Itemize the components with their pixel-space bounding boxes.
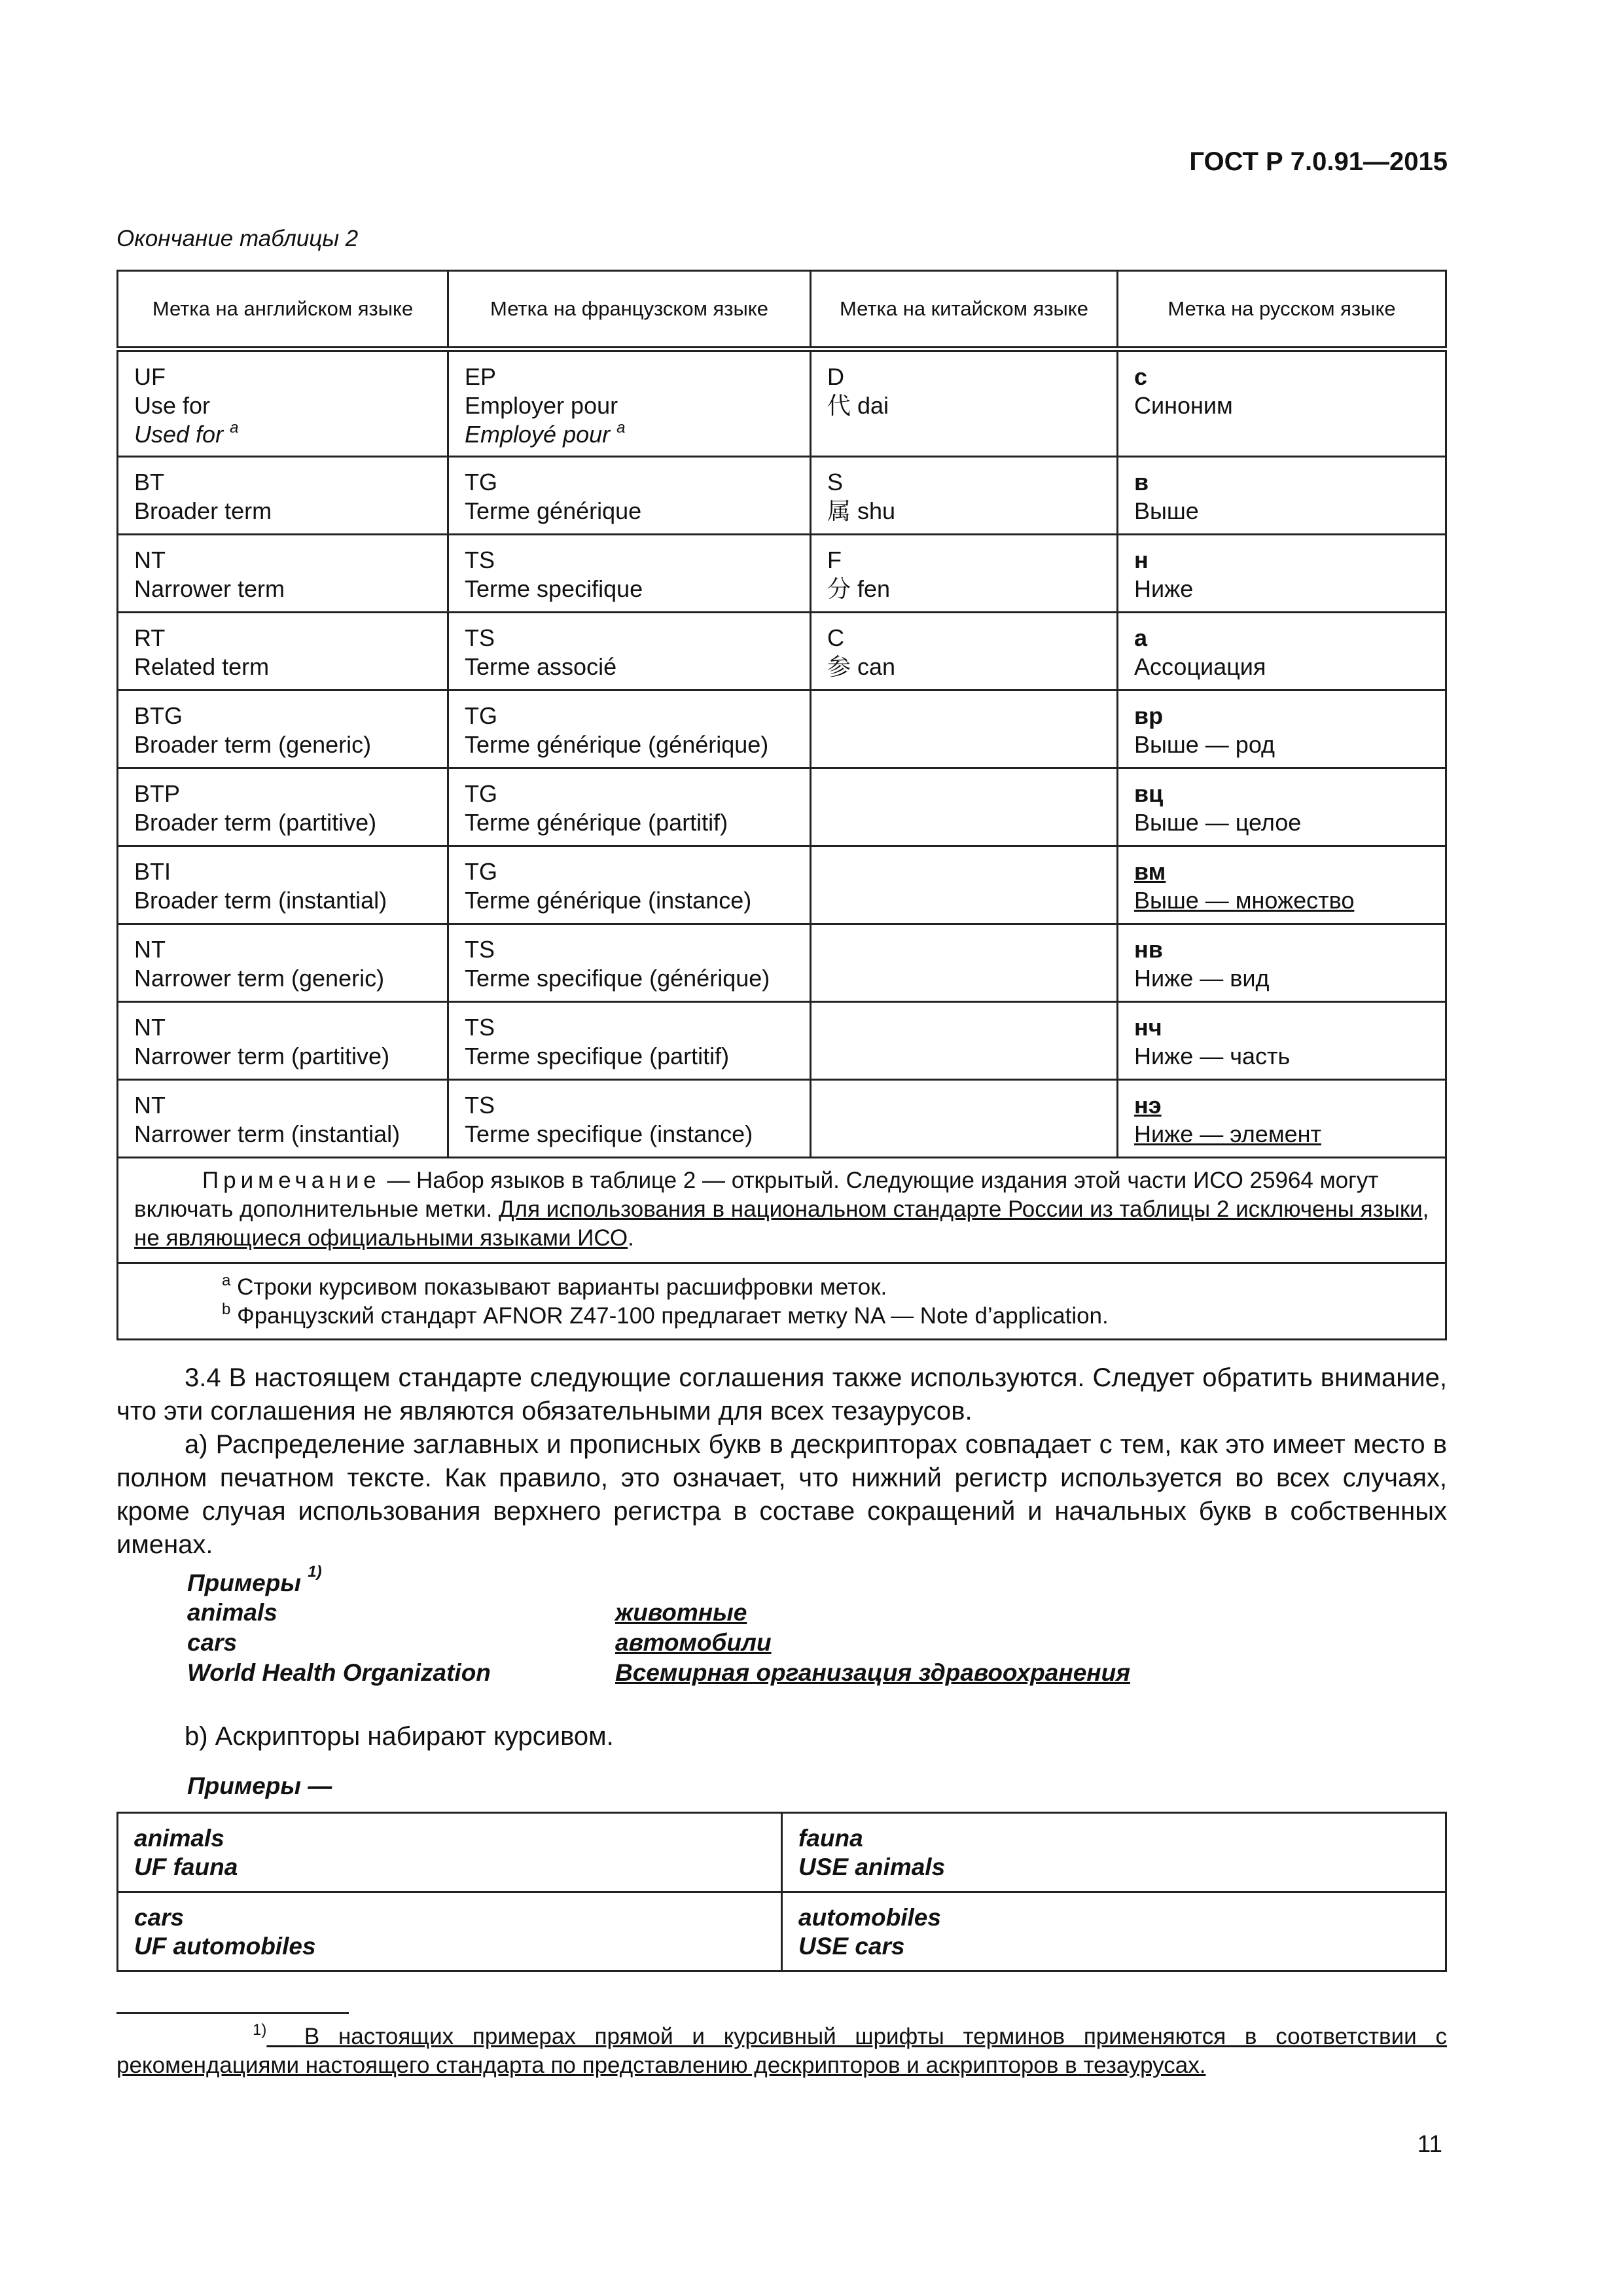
table-caption: Окончание таблицы 2 xyxy=(116,226,359,251)
cell-english: BTG Broader term (generic) xyxy=(118,691,448,768)
table-footnotes xyxy=(118,1263,1446,1340)
cell-chinese xyxy=(811,846,1118,924)
cell-russian: а Ассоциация xyxy=(1118,613,1446,691)
cell-english: RT Related term xyxy=(118,613,448,691)
example-ru: животные xyxy=(615,1599,747,1626)
table-note xyxy=(118,1158,1446,1263)
paragraph-b: b) Аскрипторы набирают курсивом. xyxy=(185,1722,614,1751)
cell-english: NT Narrower term (generic) xyxy=(118,924,448,1002)
cell-russian: вр Выше — род xyxy=(1118,691,1446,768)
note-end: . xyxy=(628,1225,634,1251)
column-header: Метка на русском языке xyxy=(1118,271,1446,350)
table-footnote-b: $^b$ Французский стандарт AFNOR Z47-100 предлагает метку NA — Note d’application. xyxy=(222,1300,1109,1329)
table-cell: animals UF fauna xyxy=(118,1813,782,1892)
labels-table xyxy=(116,270,1447,1340)
table-row xyxy=(118,613,1446,691)
examples-title: Примеры $^{1)}$ xyxy=(187,1563,322,1596)
cell-english: NT Narrower term xyxy=(118,535,448,613)
page-footnote: $^{1)}$ В настоящих примерах прямой и курсивный шрифты терминов применяются в соответствии с рекомендациями настоящего стандарта по представлению дескрипторов и аскрипторов в тезаурусах. xyxy=(116,2021,1447,2078)
table-row xyxy=(118,768,1446,846)
table-cell: fauna USE animals xyxy=(782,1813,1446,1892)
note-underlined-text: Для использования в национальном стандарте России из таблицы 2 исключены языки, не являющиеся официальными языками ИСО xyxy=(134,1196,1429,1251)
example-en: World Health Organization xyxy=(187,1659,491,1686)
paragraph-a: а) Распределение заглавных и прописных букв в дескрипторах совпадает с тем, как это имеет место в полном печатном тексте. Как правило, это означает, что нижний регистр используется во всех случаях, кроме случая использования верхнего регистра в составе сокращений и начальных букв в собственных именах. xyxy=(116,1430,1447,1559)
cell-russian: вц Выше — целое xyxy=(1118,768,1446,846)
table-row xyxy=(118,924,1446,1002)
note-label: Примечание xyxy=(202,1168,381,1193)
cell-russian: нэ Ниже — элемент xyxy=(1118,1080,1446,1158)
cell-chinese: S 属 shu xyxy=(811,457,1118,535)
cell-russian: вм Выше — множество xyxy=(1118,846,1446,924)
cell-chinese xyxy=(811,924,1118,1002)
table-header-row xyxy=(118,271,1446,350)
example-row xyxy=(187,1599,1365,1629)
column-header: Метка на английском языке xyxy=(118,271,448,350)
example-en: cars xyxy=(187,1629,238,1656)
table-cell: cars UF automobiles xyxy=(118,1892,782,1971)
note-text: — Набор языков в таблице 2 — открытый. Следующие издания этой части ИСО 25964 могут включать дополнительные метки. xyxy=(134,1168,1379,1222)
example-ru: Всемирная организация здравоохранения xyxy=(615,1659,1131,1686)
cell-french: TG Terme générique (partitif) xyxy=(448,768,811,846)
cell-french: TG Terme générique xyxy=(448,457,811,535)
table-footnotes-row xyxy=(118,1263,1446,1340)
example-en: animals xyxy=(187,1599,277,1626)
cell-russian: н Ниже xyxy=(1118,535,1446,613)
cell-english: NT Narrower term (partitive) xyxy=(118,1002,448,1080)
cell-russian: нв Ниже — вид xyxy=(1118,924,1446,1002)
table-row xyxy=(118,846,1446,924)
cell-english: NT Narrower term (instantial) xyxy=(118,1080,448,1158)
cell-french: TG Terme générique (instance) xyxy=(448,846,811,924)
page-number: 11 xyxy=(1417,2130,1442,2157)
cell-chinese xyxy=(811,691,1118,768)
paragraph-3-4: 3.4 В настоящем стандарте следующие соглашения также используются. Следует обратить внимание, что эти соглашения не являются обязательными для всех тезаурусов. xyxy=(116,1363,1447,1426)
cell-english: BT Broader term xyxy=(118,457,448,535)
cell-french: TS Terme associé xyxy=(448,613,811,691)
table-row xyxy=(118,691,1446,768)
example-row xyxy=(187,1629,1365,1659)
cell-chinese: C 参 can xyxy=(811,613,1118,691)
examples-title-2: Примеры — xyxy=(187,1772,332,1799)
cell-french: TS Terme specifique xyxy=(448,535,811,613)
cell-english: BTP Broader term (partitive) xyxy=(118,768,448,846)
cell-english: BTI Broader term (instantial) xyxy=(118,846,448,924)
cell-french: TS Terme specifique (instance) xyxy=(448,1080,811,1158)
table-row xyxy=(118,457,1446,535)
cell-french: EP Employer pour Employé pour $^a$ xyxy=(448,350,811,457)
cell-russian: с Синоним xyxy=(1118,350,1446,457)
table-body xyxy=(118,350,1446,1158)
column-header: Метка на китайском языке xyxy=(811,271,1118,350)
table-row xyxy=(118,1892,1446,1971)
cell-french: TS Terme specifique (générique) xyxy=(448,924,811,1002)
cell-chinese xyxy=(811,1080,1118,1158)
table-row xyxy=(118,1080,1446,1158)
footnote-divider xyxy=(116,2012,349,2014)
table-row xyxy=(118,1813,1446,1892)
cell-chinese: F 分 fen xyxy=(811,535,1118,613)
table-row xyxy=(118,350,1446,457)
table-cell: automobiles USE cars xyxy=(782,1892,1446,1971)
column-header: Метка на французском языке xyxy=(448,271,811,350)
cell-english: UF Use for Used for $^a$ xyxy=(118,350,448,457)
cell-french: TG Terme générique (générique) xyxy=(448,691,811,768)
cell-chinese: D 代 dai xyxy=(811,350,1118,457)
standard-header: ГОСТ Р 7.0.91—2015 xyxy=(1189,147,1448,176)
table-note-row xyxy=(118,1158,1446,1263)
example-row xyxy=(187,1659,1365,1689)
cell-french: TS Terme specifique (partitif) xyxy=(448,1002,811,1080)
cell-russian: в Выше xyxy=(1118,457,1446,535)
cell-russian: нч Ниже — часть xyxy=(1118,1002,1446,1080)
table-row xyxy=(118,535,1446,613)
table-footnote-a: $^a$ Строки курсивом показывают варианты расшифровки меток. xyxy=(222,1272,887,1300)
example-ru: автомобили xyxy=(615,1629,772,1656)
cell-chinese xyxy=(811,1002,1118,1080)
ascriptor-examples-table xyxy=(116,1812,1447,1972)
table-row xyxy=(118,1002,1446,1080)
cell-chinese xyxy=(811,768,1118,846)
